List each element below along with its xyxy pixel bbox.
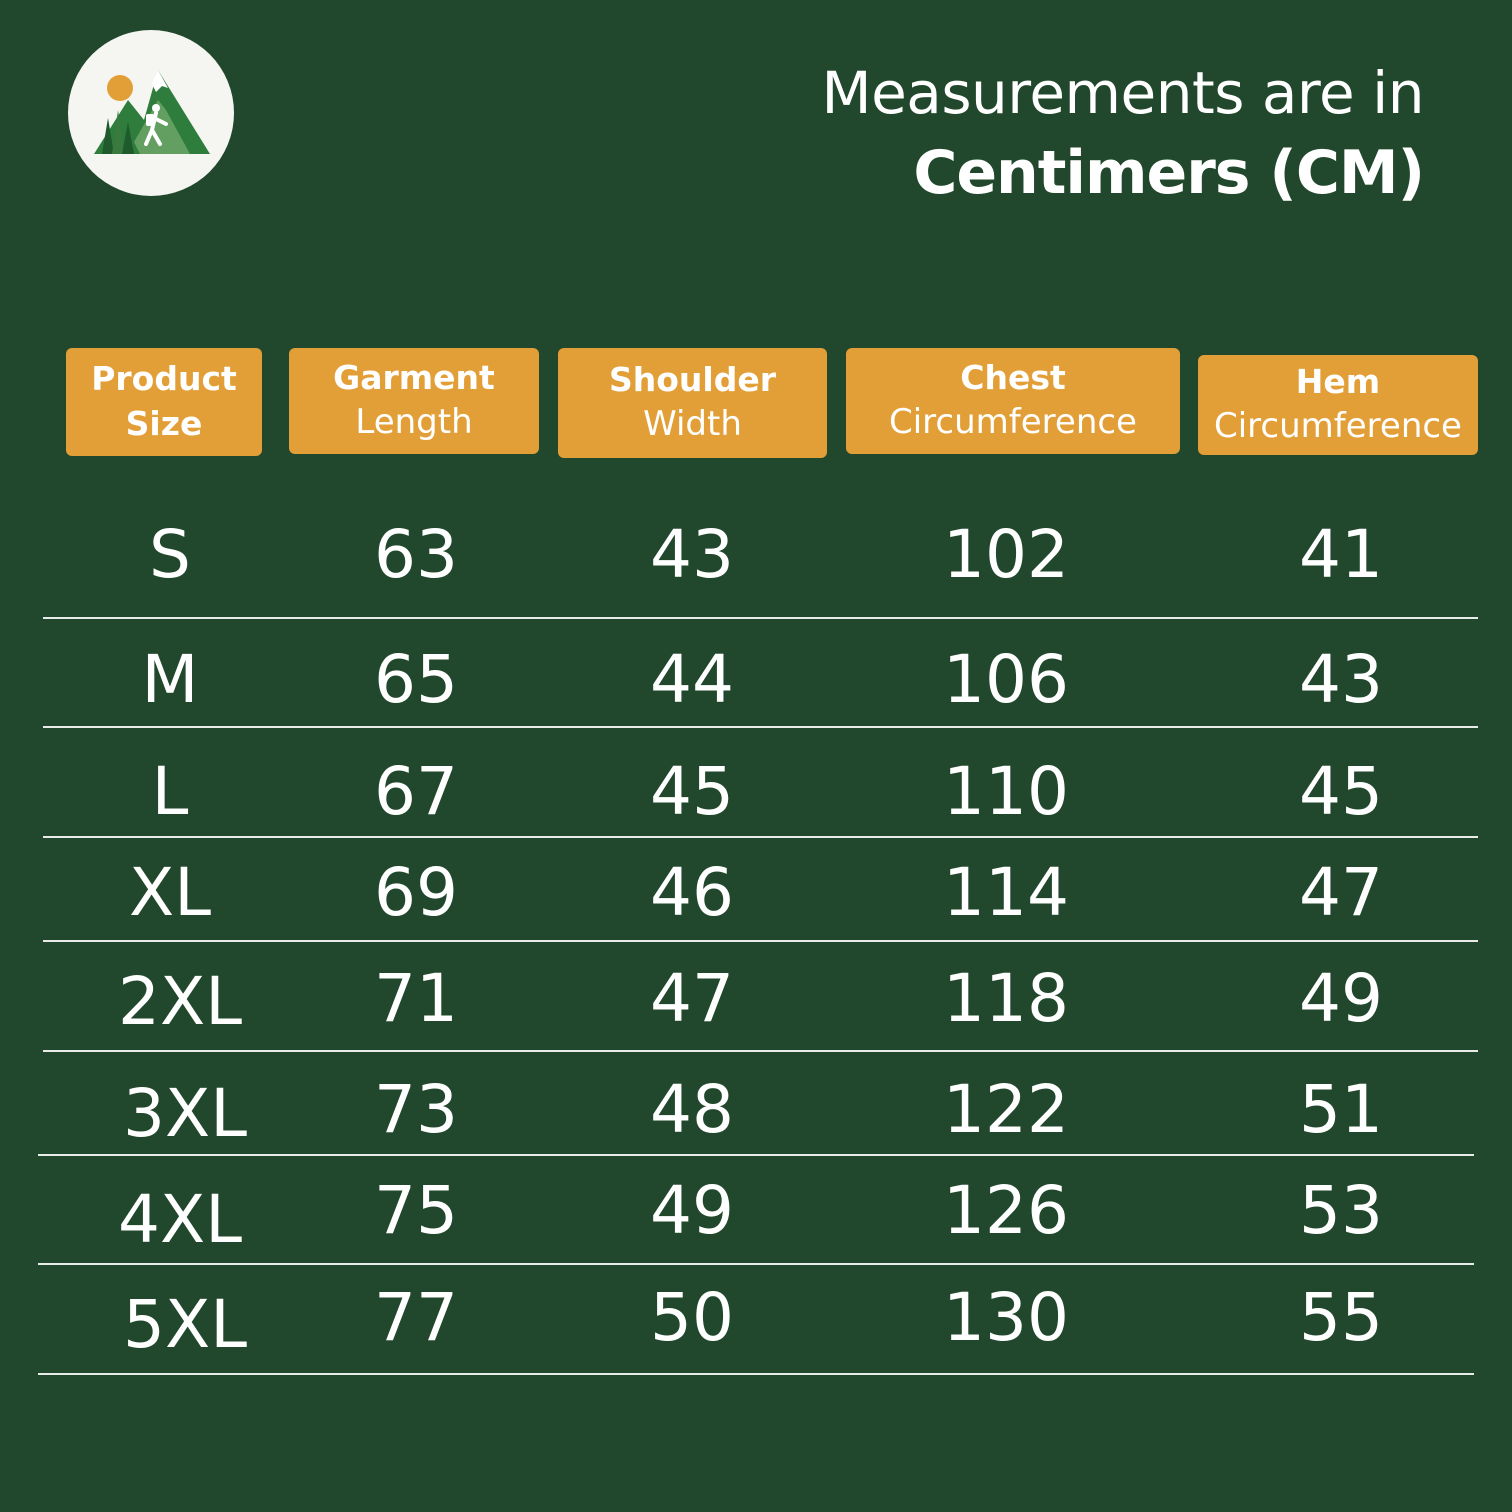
row-divider [43, 617, 1478, 619]
garment-length-cell: 63 [374, 516, 458, 593]
units-heading-line2: Centimers (CM) [913, 137, 1424, 208]
mountain-hiker-logo-icon [68, 30, 234, 196]
column-header-chest-circumference [846, 348, 1180, 454]
size-cell: S [149, 516, 191, 593]
column-header-shoulder-width [558, 348, 827, 458]
row-divider [43, 836, 1478, 838]
column-header-product-size [66, 348, 262, 456]
row-divider [38, 1263, 1474, 1265]
size-cell: L [151, 753, 189, 830]
chest-circumference-cell: 130 [943, 1279, 1069, 1356]
size-cell: 2XL [118, 963, 242, 1040]
garment-length-cell: 65 [374, 641, 458, 718]
garment-length-cell: 77 [374, 1279, 458, 1356]
chest-circumference-cell: 106 [943, 641, 1069, 718]
units-heading [821, 59, 1424, 208]
column-header-label: Garment [333, 357, 495, 397]
size-cell: 5XL [123, 1286, 247, 1363]
chest-circumference-cell: 118 [943, 960, 1069, 1037]
row-divider [38, 1154, 1474, 1156]
hem-circumference-cell: 49 [1299, 960, 1383, 1037]
brand-logo [68, 30, 234, 196]
size-cell: XL [129, 854, 211, 931]
chest-circumference-cell: 126 [943, 1172, 1069, 1249]
column-header-label: Shoulder [608, 359, 776, 399]
hem-circumference-cell: 45 [1299, 753, 1383, 830]
row-divider [38, 1373, 1474, 1375]
shoulder-width-cell: 44 [650, 641, 734, 718]
size-cell: 4XL [118, 1181, 242, 1258]
size-cell: 3XL [123, 1075, 247, 1152]
chest-circumference-cell: 114 [943, 854, 1069, 931]
hem-circumference-cell: 51 [1299, 1071, 1383, 1148]
hem-circumference-cell: 47 [1299, 854, 1383, 931]
hiker-head-shape [152, 104, 160, 112]
hiker-backpack-shape [146, 114, 154, 126]
shoulder-width-cell: 50 [650, 1279, 734, 1356]
shoulder-width-cell: 49 [650, 1172, 734, 1249]
garment-length-cell: 75 [374, 1172, 458, 1249]
chest-circumference-cell: 122 [943, 1071, 1069, 1148]
column-header-garment-length [289, 348, 539, 454]
size-cell: M [141, 641, 199, 718]
chest-circumference-cell: 102 [943, 516, 1069, 593]
column-header-label: Hem [1295, 361, 1381, 401]
row-divider [43, 726, 1478, 728]
column-header-label: Chest [960, 357, 1066, 397]
column-header-label: Circumference [889, 402, 1137, 443]
shoulder-width-cell: 43 [650, 516, 734, 593]
column-header-label: Size [125, 404, 203, 443]
garment-length-cell: 67 [374, 753, 458, 830]
hem-circumference-cell: 43 [1299, 641, 1383, 718]
row-divider [43, 940, 1478, 942]
chest-circumference-cell: 110 [943, 753, 1069, 830]
hem-circumference-cell: 41 [1299, 516, 1383, 593]
column-header-label: Width [643, 404, 742, 445]
hem-circumference-cell: 55 [1299, 1279, 1383, 1356]
units-heading-line1: Measurements are in [821, 59, 1424, 127]
column-header-label: Length [355, 402, 473, 443]
sun-shape [107, 75, 133, 101]
garment-length-cell: 71 [374, 960, 458, 1037]
shoulder-width-cell: 48 [650, 1071, 734, 1148]
column-header-hem-circumference [1198, 355, 1478, 455]
hem-circumference-cell: 53 [1299, 1172, 1383, 1249]
shoulder-width-cell: 47 [650, 960, 734, 1037]
shoulder-width-cell: 45 [650, 753, 734, 830]
column-header-label: Product [91, 359, 237, 399]
row-divider [43, 1050, 1478, 1052]
shoulder-width-cell: 46 [650, 854, 734, 931]
garment-length-cell: 69 [374, 854, 458, 931]
garment-length-cell: 73 [374, 1071, 458, 1148]
column-header-label: Circumference [1214, 406, 1462, 447]
